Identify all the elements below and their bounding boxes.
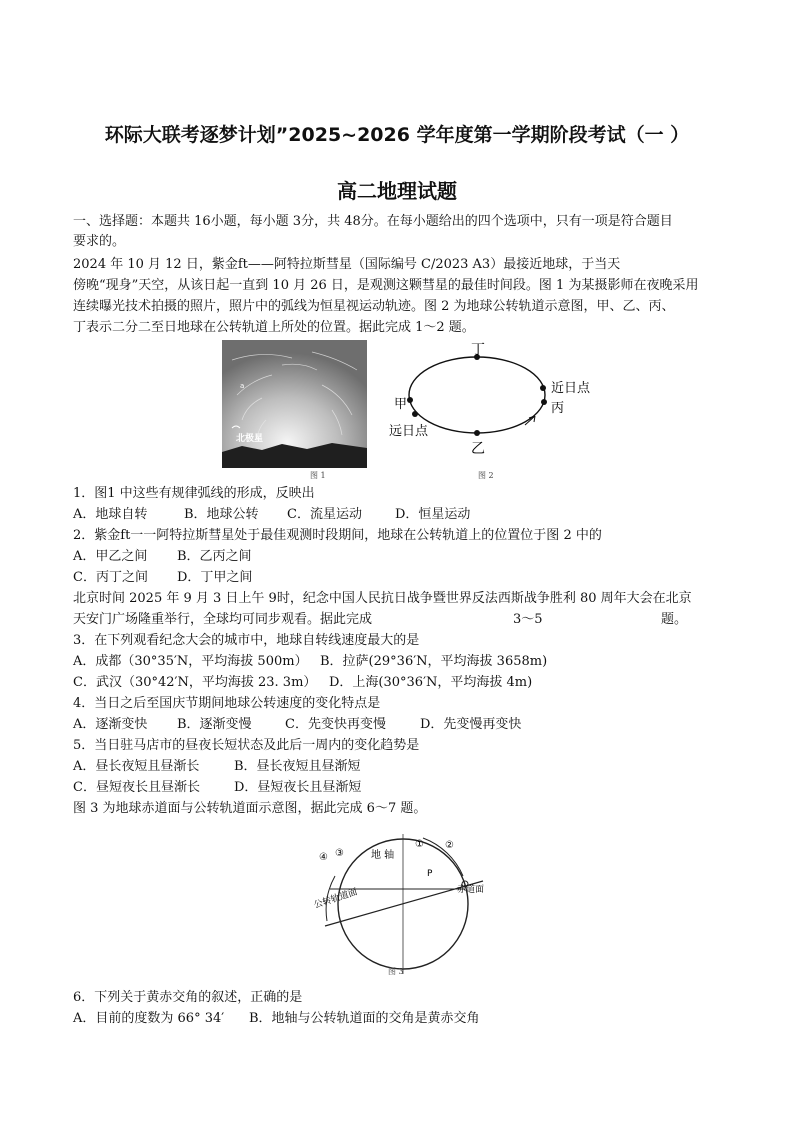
figure3-caption: 图 3	[388, 967, 404, 976]
orbit-ellipse	[409, 357, 545, 433]
label-axis: 地 轴	[371, 850, 395, 861]
q4-stem: 4．当日之后至国庆节期间地球公转速度的变化特点是	[73, 696, 381, 711]
label-jia: 甲	[393, 397, 407, 412]
q1-stem: 1．图1 中这些有规律弧线的形成，反映出	[73, 486, 315, 501]
q3-option-a[interactable]: A．成都（30°35′N，平均海拔 500m）	[73, 654, 308, 669]
passage2-range: 3～5	[513, 612, 543, 627]
passage2-end: 题。	[661, 612, 688, 627]
q1-option-b[interactable]: B．地球公转	[184, 507, 259, 522]
q3-option-b[interactable]: B．拉萨(29°36′N，平均海拔 3658m)	[320, 654, 548, 669]
label-n1: ①	[415, 839, 424, 850]
figure2-orbit-diagram	[385, 340, 625, 470]
section-heading: 一、选择题：本题共 16小题，每小题 3分，共 48分。在每小题给出的四个选项中，只有一项是符合题目	[73, 214, 673, 229]
q1-option-d[interactable]: D．恒星运动	[395, 507, 471, 522]
q1-option-c[interactable]: C．流星运动	[287, 507, 362, 522]
figure3-diagram	[305, 826, 505, 981]
point-perihelion	[540, 385, 546, 391]
q6-option-a[interactable]: A．目前的度数为 66° 34′	[73, 1011, 225, 1026]
q2-stem: 2．紫金ft一一阿特拉斯彗星处于最佳观测时段期间，地球在公转轨道上的位置位于图 2 中的	[73, 528, 602, 543]
q6-stem: 6．下列关于黄赤交角的叙述，正确的是	[73, 990, 303, 1005]
point-bing	[541, 399, 547, 405]
passage1-line1: 2024 年 10 月 12 日，紫金ft——阿特拉斯彗星（国际编号 C/2023 A3）最接近地球，于当天	[73, 257, 621, 272]
q5-option-d[interactable]: D．昼短夜长且昼渐短	[234, 780, 362, 795]
q2-option-b[interactable]: B．乙丙之间	[177, 549, 252, 564]
q4-option-a[interactable]: A．逐渐变快	[73, 717, 148, 732]
passage3-line1: 图 3 为地球赤道面与公转轨道面示意图，据此完成 6～7 题。	[73, 801, 427, 816]
passage1-line4: 丁表示二分二至日地球在公转轨道上所处的位置。据此完成 1～2 题。	[73, 320, 475, 335]
figure2-caption: 图 2	[478, 471, 494, 480]
label-perihelion: 近日点	[551, 381, 591, 396]
q5-option-c[interactable]: C．昼短夜长且昼渐长	[73, 780, 200, 795]
exam-subtitle: 高二地理试题	[337, 179, 457, 203]
figure1-label-polaris: 北极星	[236, 434, 264, 444]
q4-option-d[interactable]: D．先变慢再变快	[420, 717, 522, 732]
q5-option-a[interactable]: A．昼长夜短且昼渐长	[73, 759, 200, 774]
figure1-caption: 图 1	[310, 471, 326, 480]
q3-option-d[interactable]: D．上海(30°36′N，平均海拔 4m)	[329, 675, 533, 690]
q6-option-b[interactable]: B．地轴与公转轨道面的交角是黄赤交角	[249, 1011, 480, 1026]
q3-option-c[interactable]: C．武汉（30°42′N，平均海拔 23. 3m）	[73, 675, 317, 690]
passage2-text: 天安门广场隆重举行，全球均可同步观看。据此完成	[73, 612, 373, 627]
q1-option-a[interactable]: A．地球自转	[73, 507, 148, 522]
label-p: P	[427, 869, 433, 879]
point-aphelion	[412, 411, 418, 417]
label-n3: ③	[335, 848, 344, 859]
label-yi: 乙	[471, 441, 485, 457]
point-jia	[407, 397, 413, 403]
q4-option-c[interactable]: C．先变快再变慢	[285, 717, 386, 732]
label-bing: 丙	[551, 401, 565, 416]
label-aphelion: 远日点	[389, 424, 429, 439]
exam-title: 环际大联考逐梦计划”2025~2026 学年度第一学期阶段考试（一 ）	[104, 124, 690, 146]
q2-option-a[interactable]: A．甲乙之间	[73, 549, 148, 564]
passage1-line2: 傍晚“现身”天空，从该日起一直到 10 月 26 日，是观测这颗彗星的最佳时间段。图 1 为某摄影师在夜晚采用	[73, 278, 699, 293]
figure1-label-a: a	[240, 382, 245, 390]
q2-option-c[interactable]: C．丙丁之间	[73, 570, 148, 585]
label-n2: ②	[445, 840, 454, 851]
q4-option-b[interactable]: B．逐渐变慢	[177, 717, 252, 732]
section-heading-cont: 要求的。	[73, 234, 126, 249]
q5-stem: 5．当日驻马店市的昼夜长短状态及此后一周内的变化趋势是	[73, 738, 420, 753]
label-ding: 丁	[471, 342, 485, 358]
passage1-line3: 连续曝光技术拍摄的照片，照片中的弧线为恒星视运动轨迹。图 2 为地球公转轨道示意图，甲、乙、丙、	[73, 299, 675, 314]
point-yi	[474, 430, 480, 436]
q3-stem: 3．在下列观看纪念大会的城市中，地球自转线速度最大的是	[73, 633, 420, 648]
figure1-photo	[222, 340, 367, 468]
q2-option-d[interactable]: D．丁甲之间	[177, 570, 253, 585]
label-n4: ④	[319, 852, 328, 863]
label-orbit-plane: 公转轨道面	[312, 887, 359, 911]
label-equator-plane: 赤道面	[457, 885, 485, 895]
q5-option-b[interactable]: B．昼长夜短且昼渐短	[234, 759, 361, 774]
passage2-line1: 北京时间 2025 年 9 月 3 日上午 9时，纪念中国人民抗日战争暨世界反法西斯战争胜利 80 周年大会在北京	[73, 591, 692, 606]
